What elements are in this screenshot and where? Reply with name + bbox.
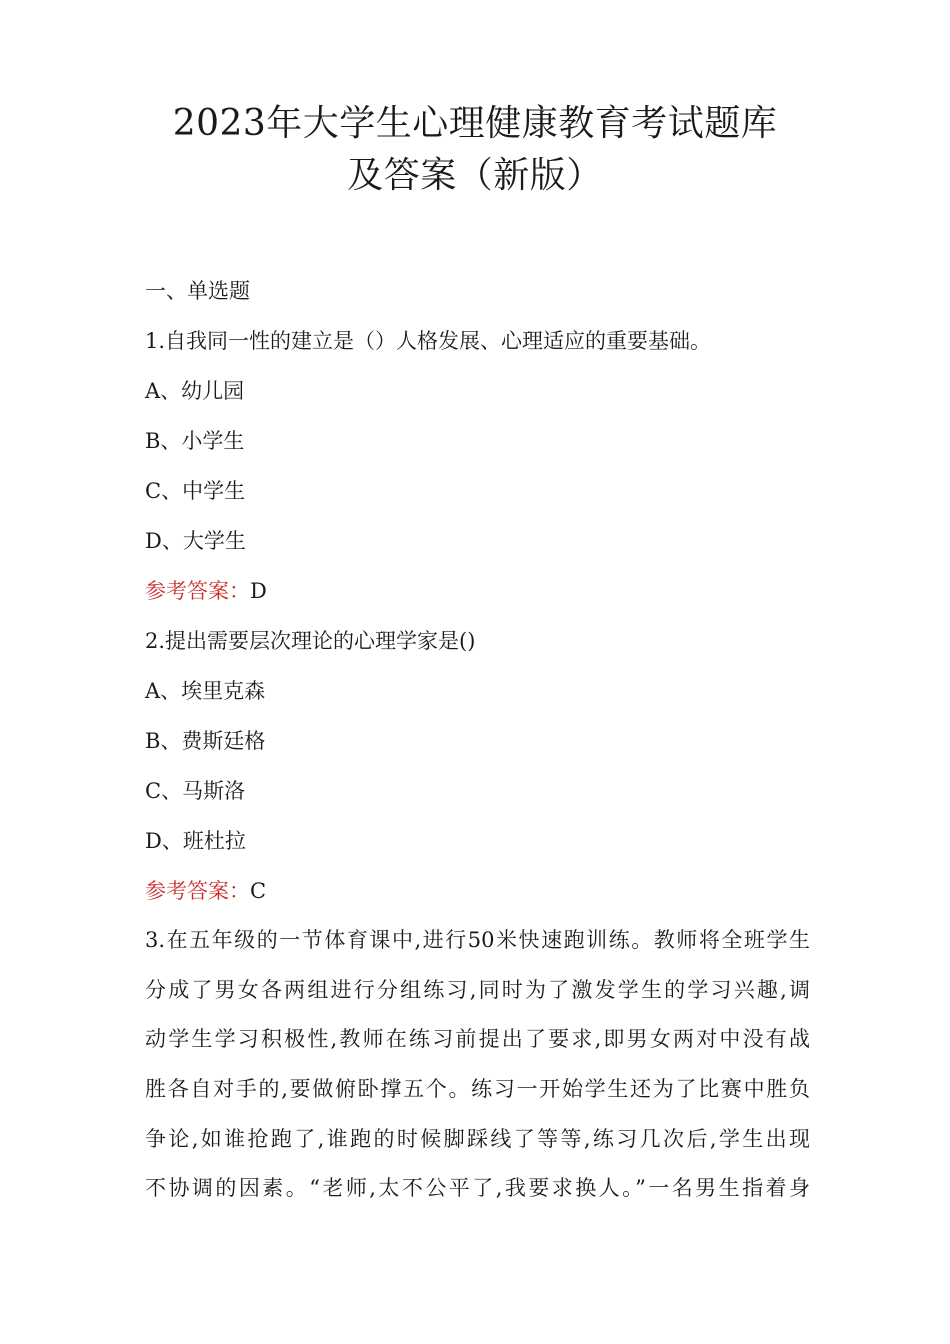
answer-line	[145, 866, 810, 916]
option-c: C、中学生	[145, 479, 246, 503]
paragraph-line: 争论,如谁抢跑了,谁跑的时候脚踩线了等等,练习几次后,学生出现	[145, 1126, 810, 1151]
question-stem: 2.提出需要层次理论的心理学家是()	[145, 629, 476, 653]
paragraph-line: 动学生学习积极性,教师在练习前提出了要求,即男女两对中没有战	[145, 1027, 810, 1052]
title-line-1: 2023年大学生心理健康教育考试题库	[172, 103, 778, 144]
option-c: C、马斯洛	[145, 779, 246, 803]
document-title	[100, 98, 850, 202]
paragraph-line: 不协调的因素。“老师,太不公平了,我要求换人。”一名男生指着身	[145, 1176, 810, 1201]
option-a: A、埃里克森	[145, 679, 266, 703]
section-heading: 一、单选题	[145, 279, 250, 303]
answer-value: D	[250, 579, 267, 603]
paragraph-line: 3.在五年级的一节体育课中,进行50米快速跑训练。教师将全班学生	[145, 928, 810, 952]
question-stem: 1.自我同一性的建立是（）人格发展、心理适应的重要基础。	[145, 329, 712, 353]
paragraph-line: 胜各自对手的,要做俯卧撑五个。练习一开始学生还为了比赛中胜负	[145, 1077, 810, 1102]
paragraph-line: 分成了男女各两组进行分组练习,同时为了激发学生的学习兴趣,调	[145, 977, 810, 1002]
question-3-paragraph	[145, 916, 810, 1214]
option-b: B、小学生	[145, 429, 245, 453]
answer-label: 参考答案：	[145, 879, 250, 903]
option-b: B、费斯廷格	[145, 729, 266, 753]
answer-value: C	[250, 879, 267, 903]
answer-line	[145, 566, 810, 616]
document-body	[145, 266, 810, 1214]
answer-label: 参考答案：	[145, 579, 250, 603]
option-d: D、班杜拉	[145, 829, 246, 853]
title-line-2: 及答案（新版）	[347, 155, 603, 196]
option-a: A、幼儿园	[145, 379, 245, 403]
option-d: D、大学生	[145, 529, 246, 553]
